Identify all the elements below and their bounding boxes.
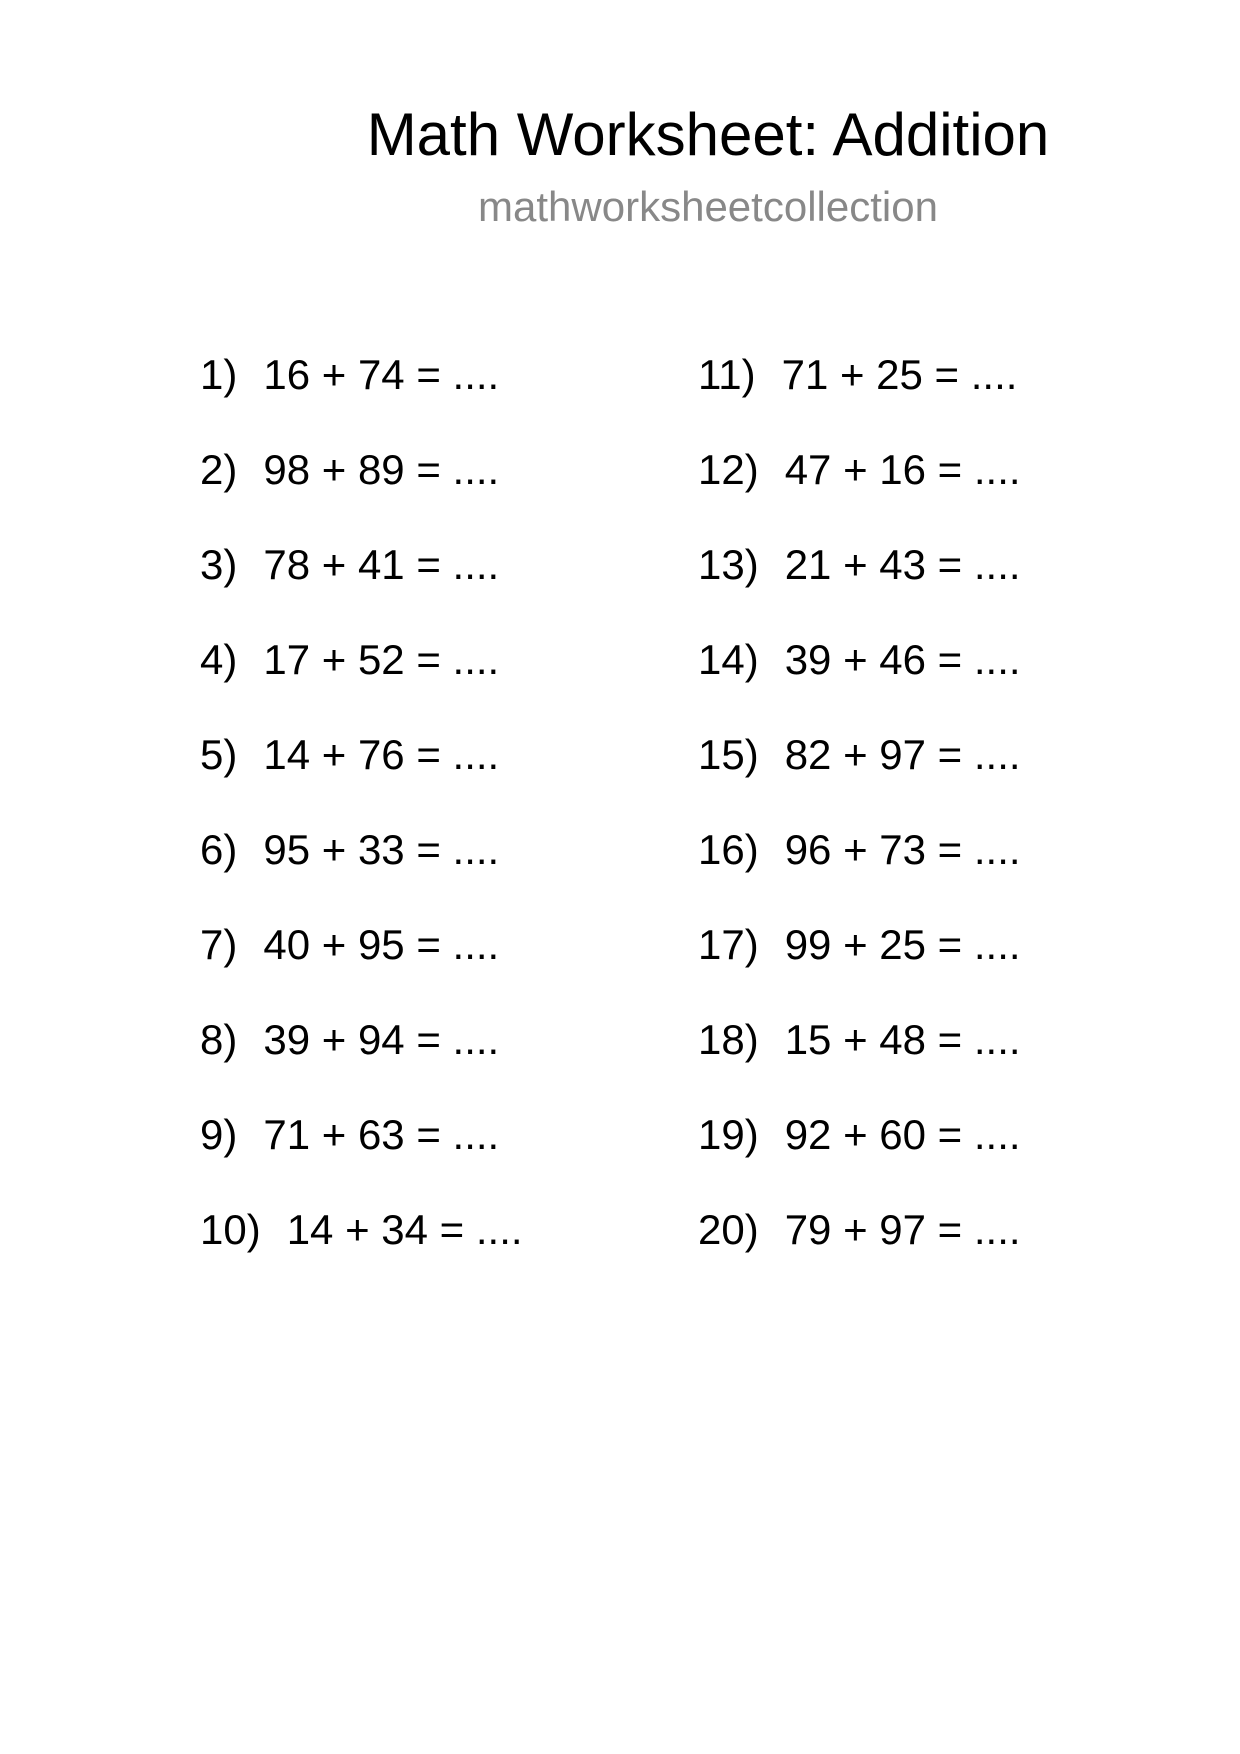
problem-expression: 71 + 63 = .... [263, 1111, 500, 1158]
problem-column-left [200, 345, 523, 1295]
problem-item [698, 1200, 1021, 1295]
problem-expression: 71 + 25 = .... [781, 351, 1018, 398]
problem-item [698, 1105, 1021, 1200]
problem-item [200, 725, 523, 820]
problem-item [200, 1200, 523, 1295]
problem-expression: 39 + 94 = .... [263, 1016, 500, 1063]
problem-item [200, 345, 523, 440]
problem-expression: 78 + 41 = .... [263, 541, 500, 588]
problem-item [698, 915, 1021, 1010]
problem-number: 14) [698, 636, 759, 683]
problem-item [200, 1105, 523, 1200]
problem-number: 12) [698, 446, 759, 493]
problem-item [698, 820, 1021, 915]
problem-number: 20) [698, 1206, 759, 1253]
problem-number: 4) [200, 636, 238, 683]
problem-item [200, 1010, 523, 1105]
problem-number: 11) [698, 351, 756, 398]
problem-expression: 92 + 60 = .... [784, 1111, 1021, 1158]
problem-number: 9) [200, 1111, 238, 1158]
problem-item [200, 820, 523, 915]
problem-number: 8) [200, 1016, 238, 1063]
problem-item [698, 725, 1021, 820]
problem-expression: 79 + 97 = .... [784, 1206, 1021, 1253]
problem-expression: 47 + 16 = .... [784, 446, 1021, 493]
problem-expression: 14 + 76 = .... [263, 731, 500, 778]
problem-number: 19) [698, 1111, 759, 1158]
problem-expression: 17 + 52 = .... [263, 636, 500, 683]
problem-expression: 14 + 34 = .... [286, 1206, 523, 1253]
problem-item [698, 1010, 1021, 1105]
problem-number: 1) [200, 351, 238, 398]
problem-item [698, 535, 1021, 630]
problem-expression: 40 + 95 = .... [263, 921, 500, 968]
problem-expression: 99 + 25 = .... [784, 921, 1021, 968]
problem-item [200, 440, 523, 535]
problem-number: 6) [200, 826, 238, 873]
problem-number: 13) [698, 541, 759, 588]
problem-number: 10) [200, 1206, 261, 1253]
problem-number: 3) [200, 541, 238, 588]
problem-expression: 15 + 48 = .... [784, 1016, 1021, 1063]
problem-expression: 21 + 43 = .... [784, 541, 1021, 588]
problem-item [200, 630, 523, 725]
page-subtitle: mathworksheetcollection [478, 183, 938, 230]
problem-expression: 82 + 97 = .... [784, 731, 1021, 778]
problem-number: 7) [200, 921, 238, 968]
problem-item [698, 630, 1021, 725]
problem-expression: 16 + 74 = .... [263, 351, 500, 398]
problem-number: 18) [698, 1016, 759, 1063]
problem-item [698, 345, 1021, 440]
problem-number: 17) [698, 921, 759, 968]
problem-item [200, 915, 523, 1010]
problem-item [200, 535, 523, 630]
page-title: Math Worksheet: Addition [366, 101, 1050, 168]
problem-number: 15) [698, 731, 759, 778]
problem-number: 2) [200, 446, 238, 493]
problem-column-right [698, 345, 1021, 1295]
problem-expression: 98 + 89 = .... [263, 446, 500, 493]
problem-number: 5) [200, 731, 238, 778]
problem-number: 16) [698, 826, 759, 873]
problem-item [698, 440, 1021, 535]
problem-expression: 95 + 33 = .... [263, 826, 500, 873]
problem-expression: 39 + 46 = .... [784, 636, 1021, 683]
problem-expression: 96 + 73 = .... [784, 826, 1021, 873]
